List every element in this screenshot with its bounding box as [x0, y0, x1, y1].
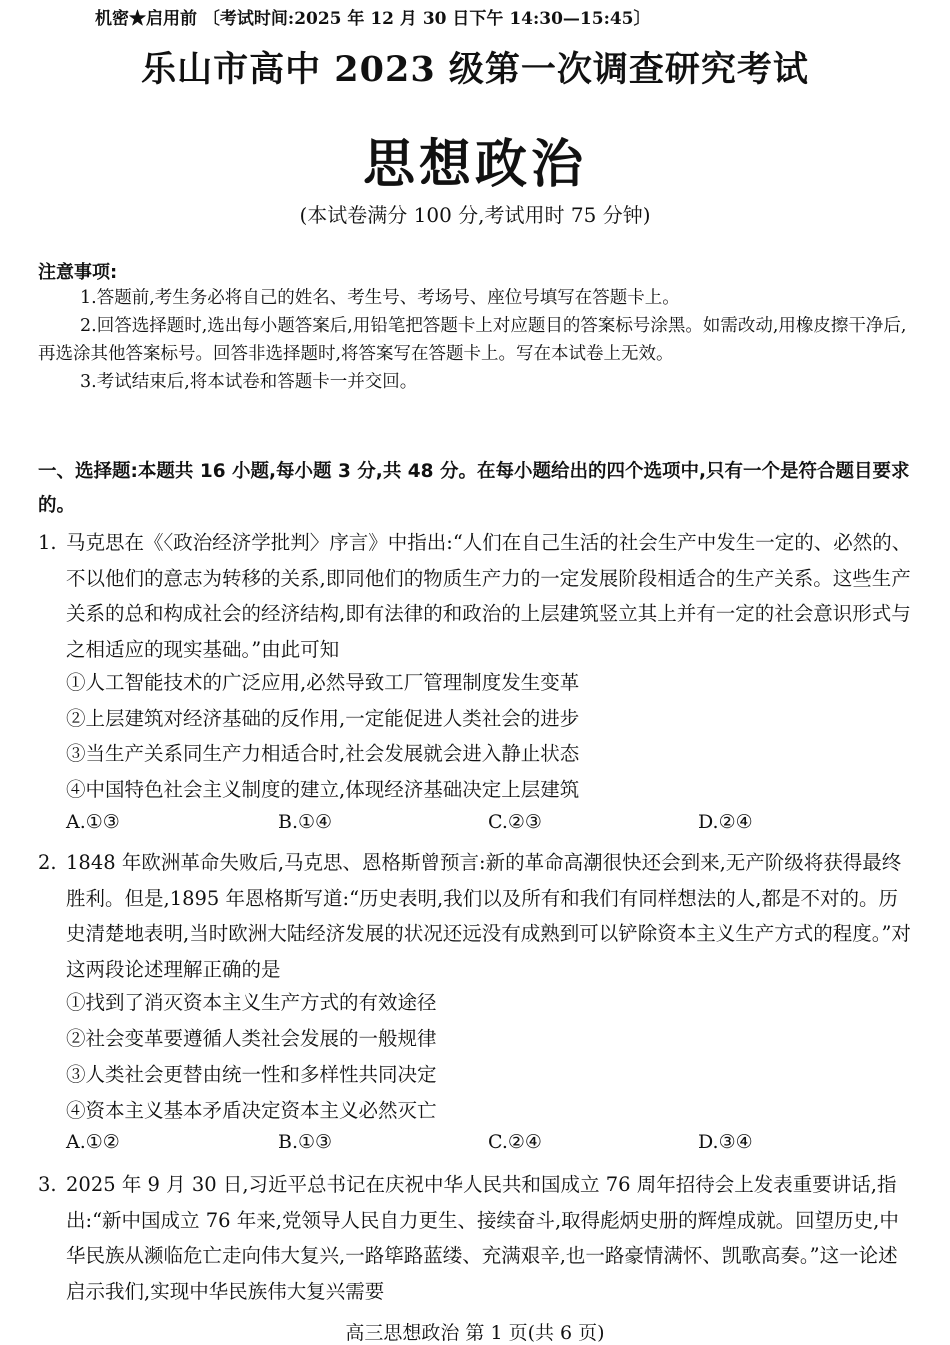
- section-heading: 一、选择题:本题共 16 小题,每小题 3 分,共 48 分。在每小题给出的四个选项中,只有一个是符合题目要求的。: [38, 461, 910, 516]
- statement: ①人工智能技术的广泛应用,必然导致工厂管理制度发生变革: [66, 671, 580, 694]
- question-1: [38, 525, 912, 667]
- notice-list: [38, 284, 912, 396]
- option-a[interactable]: A.①③: [66, 811, 120, 833]
- exam-title: 乐山市高中 2023 级第一次调查研究考试: [141, 49, 809, 90]
- question-stem: 1848 年欧洲革命失败后,马克思、恩格斯曾预言:新的革命高潮很快还会到来,无产阶级将获得最终胜利。但是,1895 年恩格斯写道:“历史表明,我们以及所有和我们有同样想法的人,都是不对的。历史清楚地表明,当时欧洲大陆经济发展的状况还远没有成熟到可以铲除资本主义生产方式的程度。”对这两段论述理解正确的是: [66, 851, 911, 981]
- question-2: [38, 845, 912, 987]
- notice-item: 1.答题前,考生务必将自己的姓名、考生号、考场号、座位号填写在答题卡上。: [80, 288, 680, 308]
- page-footer: 高三思想政治 第 1 页(共 6 页): [345, 1322, 605, 1344]
- question-number: 1.: [38, 531, 57, 554]
- scoring-info: (本试卷满分 100 分,考试用时 75 分钟): [299, 203, 651, 227]
- question-3: [38, 1167, 912, 1309]
- option-b[interactable]: B.①③: [278, 1131, 333, 1153]
- statement: ④资本主义基本矛盾决定资本主义必然灭亡: [66, 1099, 437, 1122]
- option-d[interactable]: D.②④: [698, 811, 753, 833]
- statement: ①找到了消灭资本主义生产方式的有效途径: [66, 991, 437, 1014]
- statement: ②社会变革要遵循人类社会发展的一般规律: [66, 1027, 437, 1050]
- confidential-notice: 机密★启用前 〔考试时间:2025 年 12 月 30 日下午 14:30—15:45〕: [95, 9, 651, 29]
- question-number: 2.: [38, 851, 57, 874]
- notice-item: 2.回答选择题时,选出每小题答案后,用铅笔把答题卡上对应题目的答案标号涂黑。如需改动,用橡皮擦干净后,再选涂其他答案标号。回答非选择题时,将答案写在答题卡上。写在本试卷上无效。: [38, 316, 907, 364]
- question-number: 3.: [38, 1173, 57, 1196]
- statement: ②上层建筑对经济基础的反作用,一定能促进人类社会的进步: [66, 707, 580, 730]
- option-d[interactable]: D.③④: [698, 1131, 753, 1153]
- notice-heading: 注意事项:: [38, 262, 118, 283]
- question-stem: 马克思在《〈政治经济学批判〉序言》中指出:“人们在自己生活的社会生产中发生一定的、必然的、不以他们的意志为转移的关系,即同他们的物质生产力的一定发展阶段相适合的生产关系。这些生产关系的总和构成社会的经济结构,即有法律的和政治的上层建筑竖立其上并有一定的社会意识形式与之相适应的现实基础。”由此可知: [66, 531, 912, 661]
- notice-item: 3.考试结束后,将本试卷和答题卡一并交回。: [80, 372, 418, 392]
- subject-title: 思想政治: [362, 134, 587, 195]
- option-a[interactable]: A.①②: [66, 1131, 120, 1153]
- statement: ③人类社会更替由统一性和多样性共同决定: [66, 1063, 437, 1086]
- option-c[interactable]: C.②④: [488, 1131, 542, 1153]
- question-stem: 2025 年 9 月 30 日,习近平总书记在庆祝中华人民共和国成立 76 周年招待会上发表重要讲话,指出:“新中国成立 76 年来,党领导人民自力更生、接续奋斗,取得彪炳史册的辉煌成就。回望历史,中华民族从濒临危亡走向伟大复兴,一路筚路蓝缕、充满艰辛,也一路豪情满怀、凯歌高奏。”这一论述启示我们,实现中华民族伟大复兴需要: [66, 1173, 899, 1303]
- option-c[interactable]: C.②③: [488, 811, 542, 833]
- statement: ③当生产关系同生产力相适合时,社会发展就会进入静止状态: [66, 742, 580, 765]
- statement: ④中国特色社会主义制度的建立,体现经济基础决定上层建筑: [66, 778, 580, 801]
- option-b[interactable]: B.①④: [278, 811, 333, 833]
